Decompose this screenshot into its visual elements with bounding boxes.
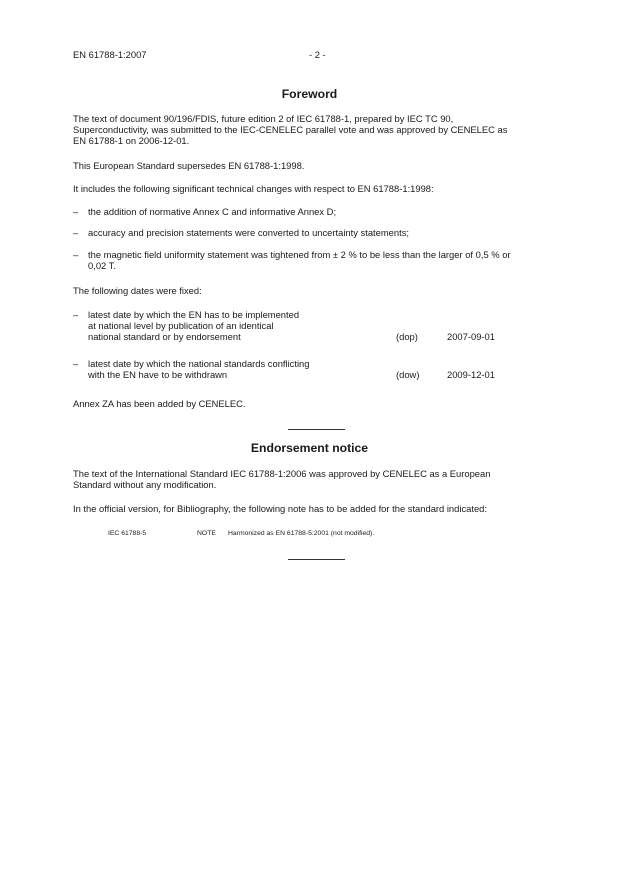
date-value: 2007-09-01 bbox=[447, 331, 495, 342]
date-description bbox=[88, 358, 388, 380]
foreword-paragraph-1 bbox=[73, 113, 560, 146]
endorsement-paragraph-2: In the official version, for Bibliography, the following note has to be added for the standard indicated: bbox=[73, 503, 487, 514]
end-divider bbox=[288, 559, 345, 560]
list-dash: – bbox=[73, 227, 79, 238]
text-line: Standard without any modification. bbox=[73, 479, 217, 490]
date-code: (dop) bbox=[396, 331, 418, 342]
endorsement-paragraph-1 bbox=[73, 468, 560, 490]
date-item-dop bbox=[73, 309, 560, 342]
list-dash: – bbox=[73, 358, 79, 369]
text-line: national standard or by endorsement bbox=[88, 331, 241, 342]
list-dash: – bbox=[73, 309, 79, 320]
text-line: Superconductivity, was submitted to the IEC-CENELEC parallel vote and was approved by CENELEC as bbox=[73, 124, 508, 135]
page-number: - 2 - bbox=[309, 49, 326, 60]
list-text bbox=[88, 249, 560, 271]
foreword-paragraph-3: It includes the following significant technical changes with respect to EN 61788-1:1998: bbox=[73, 183, 434, 194]
note-text: Harmonized as EN 61788-5:2001 (not modified). bbox=[228, 530, 375, 537]
foreword-title: Foreword bbox=[281, 87, 338, 101]
note-standard-ref: IEC 61788-5 bbox=[108, 530, 147, 537]
change-item bbox=[73, 206, 560, 217]
text-line: latest date by which the EN has to be implemented bbox=[88, 309, 300, 320]
change-item bbox=[73, 249, 560, 271]
text-line: The text of document 90/196/FDIS, future edition 2 of IEC 61788-1, prepared by IEC TC 90, bbox=[73, 113, 454, 124]
list-dash: – bbox=[73, 249, 79, 260]
list-text: accuracy and precision statements were converted to uncertainty statements; bbox=[88, 227, 409, 238]
date-value: 2009-12-01 bbox=[447, 369, 495, 380]
text-line: with the EN have to be withdrawn bbox=[88, 369, 228, 380]
list-dash: – bbox=[73, 206, 79, 217]
dates-intro: The following dates were fixed: bbox=[73, 285, 202, 296]
text-line: latest date by which the national standards conflicting bbox=[88, 358, 310, 369]
date-item-dow bbox=[73, 358, 560, 380]
note-label: NOTE bbox=[197, 530, 216, 537]
text-line: 0,02 T. bbox=[88, 260, 116, 271]
endorsement-title: Endorsement notice bbox=[250, 441, 369, 455]
foreword-paragraph-2: This European Standard supersedes EN 61788-1:1998. bbox=[73, 160, 305, 171]
date-description bbox=[88, 309, 388, 342]
list-text: the addition of normative Annex C and informative Annex D; bbox=[88, 206, 337, 217]
annex-note: Annex ZA has been added by CENELEC. bbox=[73, 398, 246, 409]
date-code: (dow) bbox=[396, 369, 420, 380]
text-line: EN 61788-1 on 2006-12-01. bbox=[73, 135, 190, 146]
text-line: The text of the International Standard IEC 61788-1:2006 was approved by CENELEC as a European bbox=[73, 468, 491, 479]
document-id: EN 61788-1:2007 bbox=[73, 49, 147, 60]
change-item bbox=[73, 227, 560, 238]
text-line: at national level by publication of an identical bbox=[88, 320, 274, 331]
text-line: the magnetic field uniformity statement was tightened from ± 2 % to be less than the larger of 0,5 % or bbox=[88, 249, 511, 260]
section-divider bbox=[288, 429, 345, 430]
